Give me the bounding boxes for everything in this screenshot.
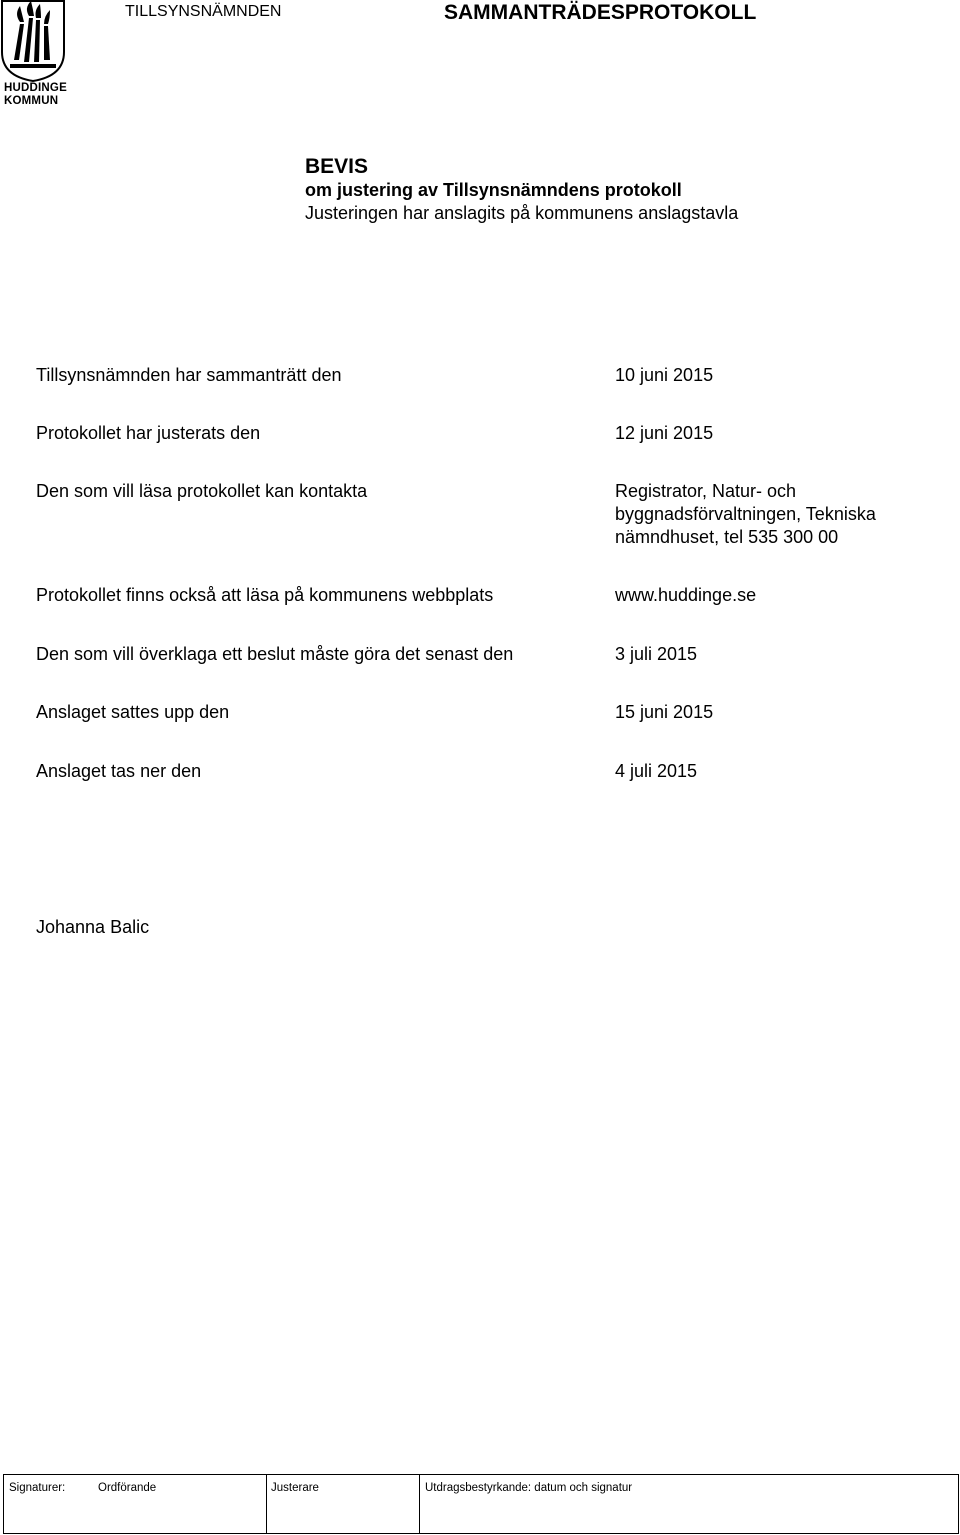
footer-cell-adjuster bbox=[266, 1475, 419, 1533]
signer-name: Johanna Balic bbox=[36, 917, 150, 937]
row-value: 10 juni 2015 bbox=[615, 365, 714, 385]
website-link[interactable]: www.huddinge.se bbox=[615, 585, 757, 605]
footer-cell-extract bbox=[419, 1475, 958, 1533]
row-label: Anslaget sattes upp den bbox=[36, 702, 230, 722]
committee-name: TILLSYNSNÄMNDEN bbox=[125, 3, 282, 20]
bevis-note: Justeringen har anslagits på kommunens anslagstavla bbox=[305, 203, 739, 223]
row-label: Anslaget tas ner den bbox=[36, 761, 202, 781]
row-value: 3 juli 2015 bbox=[615, 644, 698, 664]
row-label: Den som vill överklaga ett beslut måste göra det senast den bbox=[36, 644, 514, 664]
chair-label: Ordförande bbox=[98, 1482, 157, 1494]
row-value: 4 juli 2015 bbox=[615, 761, 698, 781]
adjuster-label: Justerare bbox=[271, 1482, 319, 1494]
row-label: Protokollet har justerats den bbox=[36, 423, 261, 443]
logo-text-kommun: KOMMUN bbox=[4, 95, 59, 107]
bevis-block bbox=[305, 155, 925, 225]
row-value: 12 juni 2015 bbox=[615, 423, 714, 443]
logo-text-huddinge: HUDDINGE bbox=[4, 82, 67, 94]
signatures-label: Signaturer: bbox=[9, 1482, 66, 1494]
row-value: 15 juni 2015 bbox=[615, 702, 714, 722]
huddinge-logo bbox=[0, 0, 72, 110]
bevis-title: BEVIS bbox=[305, 155, 369, 178]
coat-of-arms-icon bbox=[0, 0, 66, 82]
signature-footer bbox=[3, 1474, 959, 1534]
row-label: Tillsynsnämnden har sammanträtt den bbox=[36, 365, 342, 385]
row-value: Registrator, Natur- och byggnadsförvaltningen, Tekniska nämndhuset, tel 535 300 00 bbox=[615, 481, 876, 547]
bevis-subtitle: om justering av Tillsynsnämndens protokoll bbox=[305, 180, 682, 200]
row-label: Den som vill läsa protokollet kan kontakta bbox=[36, 481, 368, 501]
row-label: Protokollet finns också att läsa på kommunens webbplats bbox=[36, 585, 494, 605]
document-title: SAMMANTRÄDESPROTOKOLL bbox=[444, 1, 757, 24]
extract-label: Utdragsbestyrkande: datum och signatur bbox=[425, 1482, 633, 1494]
footer-cell-chair bbox=[4, 1475, 266, 1533]
